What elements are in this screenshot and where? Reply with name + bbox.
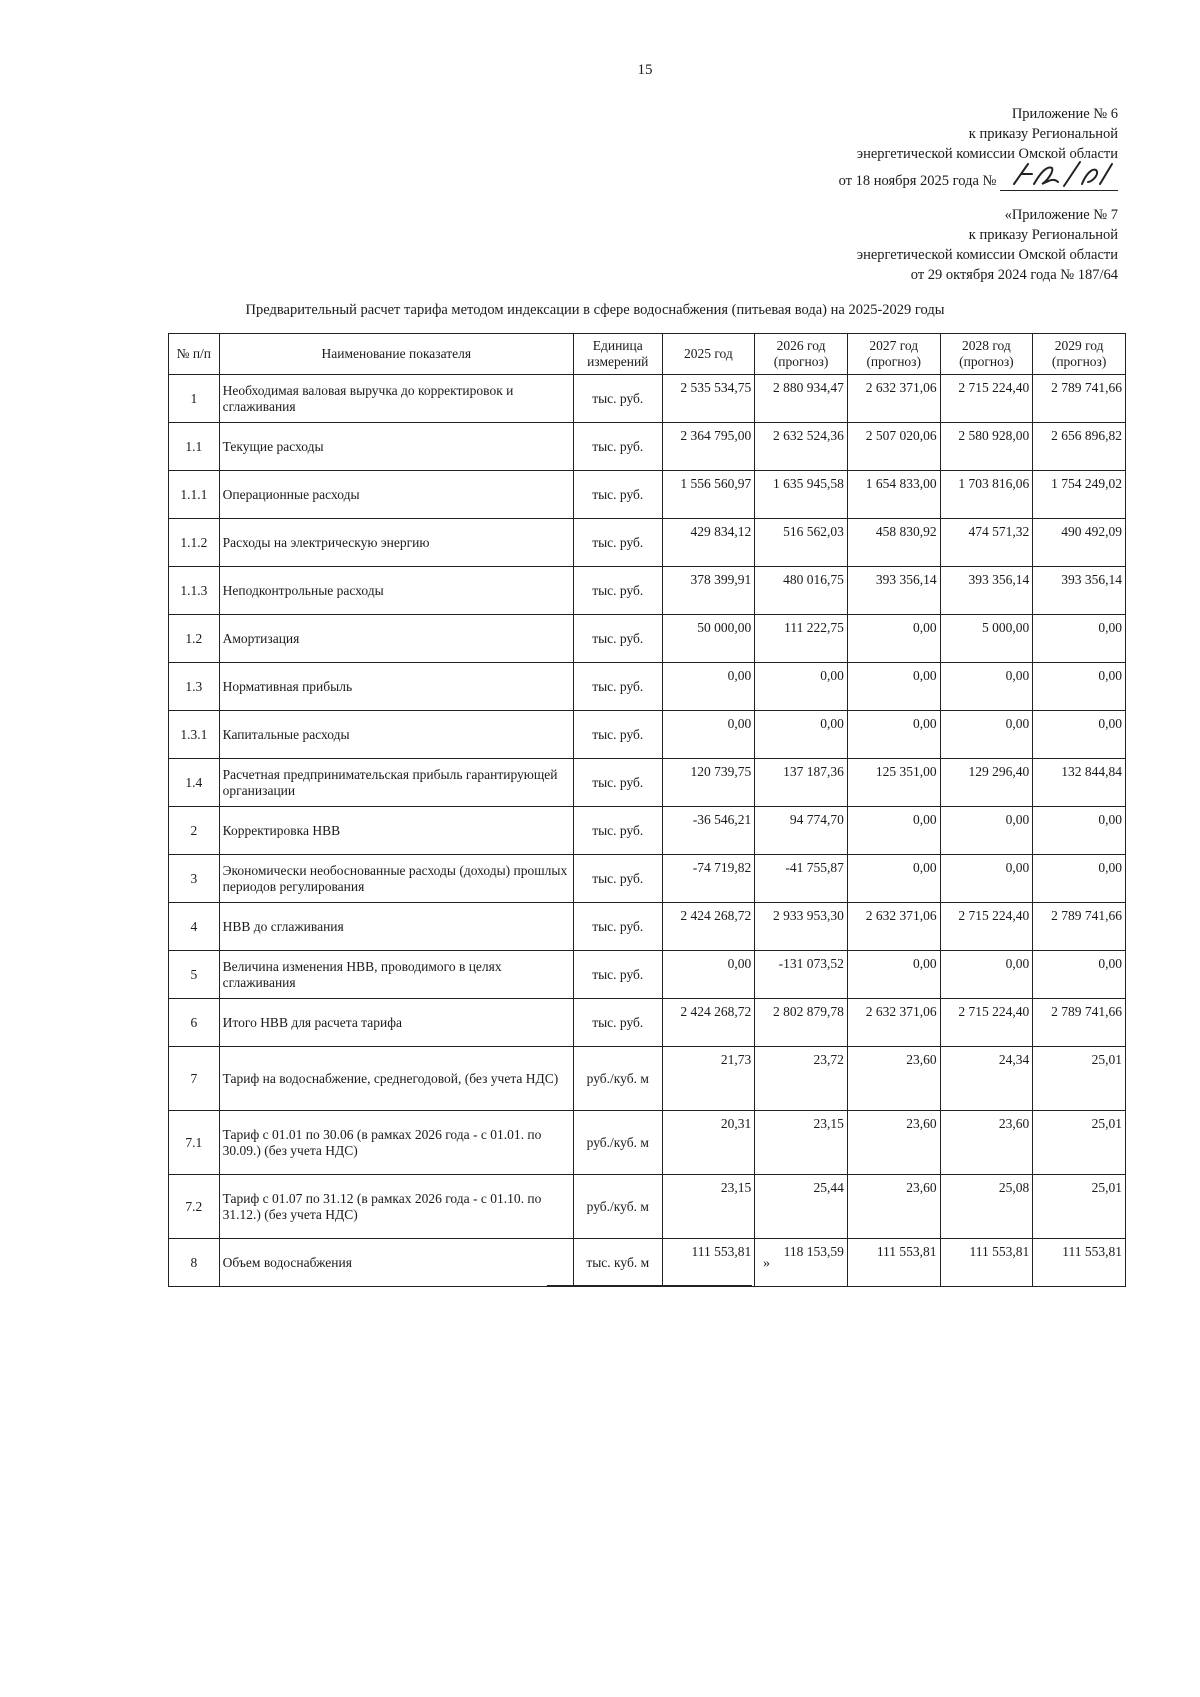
appendix-prior-line4: от 29 октября 2024 года № 187/64 [910,267,1118,283]
row-indicator-name: Нормативная прибыль [219,663,573,711]
appendix-current-line2: к приказу Региональной [968,126,1118,142]
row-number: 4 [169,903,220,951]
row-indicator-name: Тариф на водоснабжение, среднегодовой, (без учета НДС) [219,1047,573,1111]
value-2028: 25,08 [940,1175,1033,1239]
header-2028 [940,334,1033,375]
row-indicator-name: Капитальные расходы [219,711,573,759]
table-row [169,375,1126,423]
header-2026-line1: 2026 год [776,338,826,353]
value-2029: 2 789 741,66 [1033,375,1126,423]
table-row [169,471,1126,519]
value-2029: 1 754 249,02 [1033,471,1126,519]
value-2028: 2 580 928,00 [940,423,1033,471]
table-row [169,759,1126,807]
row-number: 1.4 [169,759,220,807]
value-2025: 20,31 [662,1111,755,1175]
row-unit: тыс. руб. [573,375,662,423]
value-2026: 137 187,36 [755,759,848,807]
value-2029: 25,01 [1033,1047,1126,1111]
value-2028: 0,00 [940,855,1033,903]
value-2025: 2 424 268,72 [662,999,755,1047]
value-2026: 480 016,75 [755,567,848,615]
value-2026: 23,15 [755,1111,848,1175]
value-2027: 0,00 [847,711,940,759]
appendix-current-line4 [839,164,1118,191]
row-indicator-name: Операционные расходы [219,471,573,519]
row-number: 1.1.2 [169,519,220,567]
table-row [169,711,1126,759]
value-2026: 111 222,75 [755,615,848,663]
row-number: 7 [169,1047,220,1111]
table-row [169,567,1126,615]
row-unit: тыс. руб. [573,759,662,807]
value-2029: 25,01 [1033,1111,1126,1175]
table-row [169,423,1126,471]
value-2027: 458 830,92 [847,519,940,567]
value-2029: 2 789 741,66 [1033,903,1126,951]
value-2026: 1 635 945,58 [755,471,848,519]
row-indicator-name: Текущие расходы [219,423,573,471]
row-indicator-name: Расходы на электрическую энергию [219,519,573,567]
header-2027-line2: (прогноз) [866,354,921,369]
header-num: № п/п [169,334,220,375]
value-2026: 2 632 524,36 [755,423,848,471]
table-body [169,375,1126,1287]
header-2027-line1: 2027 год [869,338,919,353]
row-number: 7.1 [169,1111,220,1175]
value-2026: -41 755,87 [755,855,848,903]
value-2028: 0,00 [940,711,1033,759]
row-number: 1.1 [169,423,220,471]
order-date-text: от 18 ноября 2025 года № [838,173,997,189]
value-2025: 23,15 [662,1175,755,1239]
table-row [169,615,1126,663]
value-2026: 0,00 [755,711,848,759]
row-unit: руб./куб. м [573,1175,662,1239]
value-2028: 1 703 816,06 [940,471,1033,519]
value-2026: 516 562,03 [755,519,848,567]
value-2029: 0,00 [1033,615,1126,663]
row-unit: тыс. руб. [573,999,662,1047]
table-row [169,1047,1126,1111]
header-2025: 2025 год [662,334,755,375]
value-2025: 1 556 560,97 [662,471,755,519]
value-2027: 2 632 371,06 [847,999,940,1047]
value-2026: 0,00 [755,663,848,711]
value-2026: 94 774,70 [755,807,848,855]
value-2029: 132 844,84 [1033,759,1126,807]
header-2026 [755,334,848,375]
row-unit: тыс. руб. [573,615,662,663]
value-2027: 111 553,81 [847,1239,940,1287]
row-number: 2 [169,807,220,855]
header-2029-line2: (прогноз) [1051,354,1107,369]
row-unit: тыс. руб. [573,663,662,711]
value-2029: 0,00 [1033,807,1126,855]
table-row [169,519,1126,567]
row-unit: тыс. руб. [573,951,662,999]
header-2029 [1033,334,1126,375]
row-indicator-name: Величина изменения НВВ, проводимого в целях сглаживания [219,951,573,999]
value-2025: 21,73 [662,1047,755,1111]
value-2029: 490 492,09 [1033,519,1126,567]
value-2028: 111 553,81 [940,1239,1033,1287]
value-2025: 50 000,00 [662,615,755,663]
value-2026: 25,44 [755,1175,848,1239]
appendix-prior-line1: «Приложение № 7 [1004,207,1118,223]
value-2028: 474 571,32 [940,519,1033,567]
appendix-prior-line3: энергетической комиссии Омской области [856,247,1118,263]
value-2029: 0,00 [1033,951,1126,999]
row-indicator-name: Тариф с 01.01 по 30.06 (в рамках 2026 года - с 01.01. по 30.09.) (без учета НДС) [219,1111,573,1175]
appendix-current-line1: Приложение № 6 [1011,106,1118,122]
value-2029: 111 553,81 [1033,1239,1126,1287]
value-2027: 0,00 [847,807,940,855]
row-indicator-name: Необходимая валовая выручка до корректировок и сглаживания [219,375,573,423]
tariff-table [168,333,1126,1287]
row-unit: тыс. руб. [573,711,662,759]
header-2026-line2: (прогноз) [773,354,829,369]
row-indicator-name: Экономически необоснованные расходы (доходы) прошлых периодов регулирования [219,855,573,903]
value-2028: 2 715 224,40 [940,999,1033,1047]
row-indicator-name: Корректировка НВВ [219,807,573,855]
appendix-current-header [839,104,1118,191]
row-indicator-name: Неподконтрольные расходы [219,567,573,615]
value-2025: 2 424 268,72 [662,903,755,951]
value-2025: 429 834,12 [662,519,755,567]
row-number: 7.2 [169,1175,220,1239]
value-2028: 0,00 [940,807,1033,855]
page-number: 15 [637,62,653,78]
row-number: 8 [169,1239,220,1287]
value-2025: 111 553,81 [662,1239,755,1287]
appendix-prior-line2: к приказу Региональной [968,227,1118,243]
value-2027: 23,60 [847,1175,940,1239]
value-2025: 378 399,91 [662,567,755,615]
appendix-prior-header [857,205,1118,285]
table-row [169,807,1126,855]
row-unit: тыс. руб. [573,567,662,615]
row-indicator-name: НВВ до сглаживания [219,903,573,951]
value-2029: 393 356,14 [1033,567,1126,615]
row-number: 1.3.1 [169,711,220,759]
table-row [169,903,1126,951]
value-2027: 23,60 [847,1111,940,1175]
row-unit: тыс. руб. [573,903,662,951]
row-indicator-name: Итого НВВ для расчета тарифа [219,999,573,1047]
header-unit [573,334,662,375]
value-2028: 393 356,14 [940,567,1033,615]
row-number: 3 [169,855,220,903]
value-2029: 2 789 741,66 [1033,999,1126,1047]
value-2025: 0,00 [662,951,755,999]
header-2028-line2: (прогноз) [959,354,1014,369]
value-2025: -74 719,82 [662,855,755,903]
table-row [169,1175,1126,1239]
header-name: Наименование показателя [219,334,573,375]
value-2025: -36 546,21 [662,807,755,855]
table-header-row [169,334,1126,375]
value-2026: 2 880 934,47 [755,375,848,423]
value-2027: 23,60 [847,1047,940,1111]
table-row [169,663,1126,711]
value-2028: 24,34 [940,1047,1033,1111]
row-number: 1.2 [169,615,220,663]
value-2025: 0,00 [662,663,755,711]
value-2025: 2 535 534,75 [662,375,755,423]
row-number: 1.1.1 [169,471,220,519]
value-2029: 0,00 [1033,711,1126,759]
value-2027: 393 356,14 [847,567,940,615]
value-2026: 23,72 [755,1047,848,1111]
appendix-current-line3: энергетической комиссии Омской области [856,146,1118,162]
row-number: 1 [169,375,220,423]
row-indicator-name: Расчетная предпринимательская прибыль гарантирующей организации [219,759,573,807]
row-unit: тыс. руб. [573,519,662,567]
value-2027: 0,00 [847,663,940,711]
row-number: 1.3 [169,663,220,711]
value-2025: 0,00 [662,711,755,759]
table-title: Предварительный расчет тарифа методом индексации в сфере водоснабжения (питьевая вода) на 2025-2029 годы [245,302,945,318]
row-unit: тыс. руб. [573,471,662,519]
row-unit: тыс. руб. [573,423,662,471]
table-row [169,1111,1126,1175]
value-2028: 129 296,40 [940,759,1033,807]
value-2027: 1 654 833,00 [847,471,940,519]
value-2026: 118 153,59 [755,1239,848,1287]
value-2027: 0,00 [847,951,940,999]
header-2029-line1: 2029 год [1054,338,1104,353]
value-2026: 2 933 953,30 [755,903,848,951]
value-2027: 2 507 020,06 [847,423,940,471]
value-2027: 2 632 371,06 [847,903,940,951]
row-indicator-name: Амортизация [219,615,573,663]
handwritten-order-number [1000,164,1118,191]
row-unit: тыс. руб. [573,855,662,903]
table-row [169,855,1126,903]
value-2028: 2 715 224,40 [940,903,1033,951]
value-2029: 25,01 [1033,1175,1126,1239]
value-2026: 2 802 879,78 [755,999,848,1047]
value-2029: 0,00 [1033,855,1126,903]
closing-quote: » [763,1256,770,1271]
header-unit-line2: измерений [587,354,649,369]
value-2028: 2 715 224,40 [940,375,1033,423]
header-2027 [847,334,940,375]
header-2028-line1: 2028 год [961,338,1011,353]
table-row [169,999,1126,1047]
value-2028: 5 000,00 [940,615,1033,663]
value-2028: 0,00 [940,663,1033,711]
row-indicator-name: Тариф с 01.07 по 31.12 (в рамках 2026 года - с 01.10. по 31.12.) (без учета НДС) [219,1175,573,1239]
value-2027: 0,00 [847,855,940,903]
row-unit: тыс. руб. [573,807,662,855]
row-unit: руб./куб. м [573,1047,662,1111]
value-2027: 0,00 [847,615,940,663]
table-row [169,951,1126,999]
closing-divider [547,1285,752,1286]
value-2026: -131 073,52 [755,951,848,999]
value-2025: 120 739,75 [662,759,755,807]
table-row [169,1239,1126,1287]
value-2025: 2 364 795,00 [662,423,755,471]
value-2027: 125 351,00 [847,759,940,807]
value-2028: 23,60 [940,1111,1033,1175]
row-number: 5 [169,951,220,999]
value-2027: 2 632 371,06 [847,375,940,423]
row-number: 6 [169,999,220,1047]
value-2029: 2 656 896,82 [1033,423,1126,471]
value-2028: 0,00 [940,951,1033,999]
value-2029: 0,00 [1033,663,1126,711]
header-unit-line1: Единица [592,338,643,353]
row-number: 1.1.3 [169,567,220,615]
row-unit: руб./куб. м [573,1111,662,1175]
row-unit: тыс. куб. м [573,1239,662,1287]
row-indicator-name: Объем водоснабжения [219,1239,573,1287]
handwritten-order-number-icon [1008,160,1118,190]
